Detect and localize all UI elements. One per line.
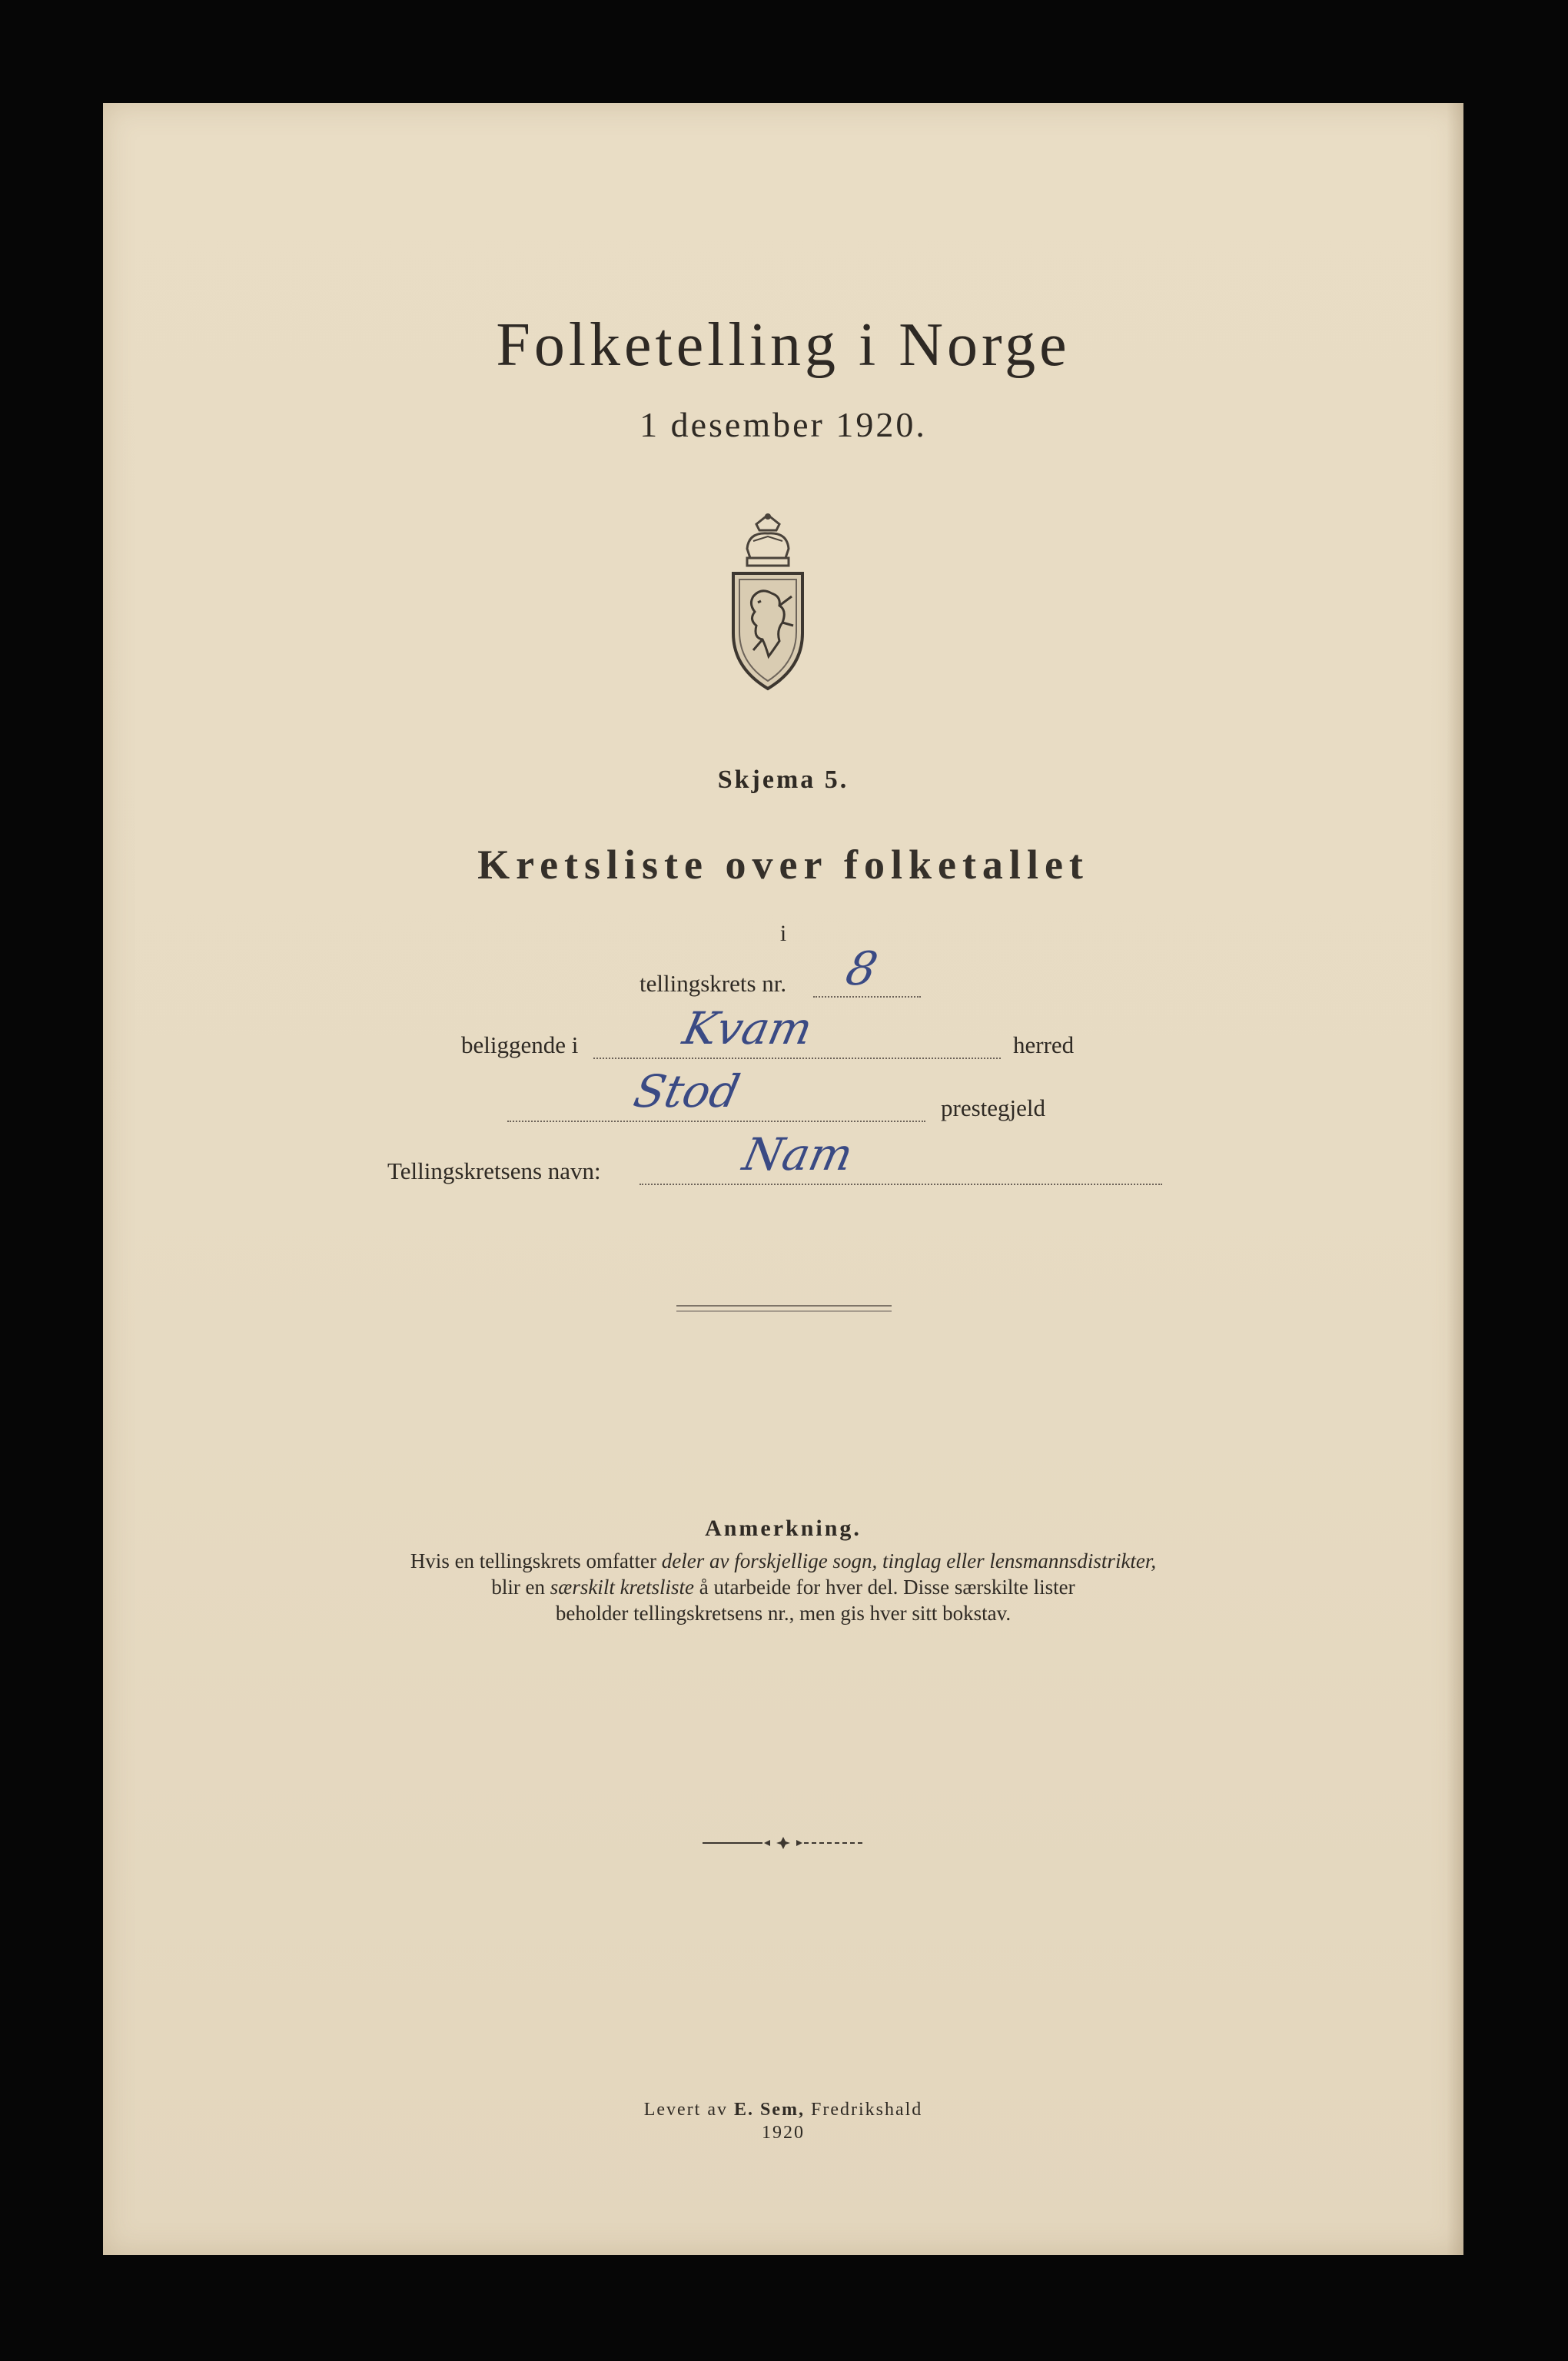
parish-line [507,1121,925,1122]
remark-line-2: blir en særskilt kretsliste å utarbeide for hver del. Disse særskilte lister [491,1576,1075,1599]
ornamental-divider-icon [703,1835,864,1851]
remark-title: Anmerkning. [705,1516,862,1541]
herred-label: herred [1013,1031,1075,1058]
schema-number: Skjema 5. [717,765,849,794]
section-divider-rule [676,1305,892,1312]
district-name-value: Nam [738,1128,858,1180]
printer-imprint [103,2098,1463,2144]
district-number-value: 8 [841,942,882,996]
district-number-label: tellingskrets nr. [639,970,787,997]
form-heading: Kretsliste over folketallet [477,842,1089,888]
census-form-sheet [103,103,1463,2255]
remark-text [103,1548,1463,1626]
census-date: 1 desember 1920. [639,405,927,444]
located-in-value: Kvam [678,1002,817,1054]
district-number-line [813,996,921,998]
printer-line: Levert av E. Sem, Fredrikshald [643,2100,923,2120]
parish-label: prestegjeld [941,1094,1046,1121]
located-in-line [593,1058,1001,1059]
parish-value: Stod [629,1065,745,1117]
remark-line-3: beholder tellingskretsens nr., men gis hver sitt bokstav. [555,1602,1012,1625]
printer-year: 1920 [762,2123,805,2143]
preposition-i: i [779,921,787,946]
document-title: Folketelling i Norge [496,311,1071,379]
district-name-line [639,1184,1162,1185]
norwegian-coat-of-arms-icon [726,510,810,695]
located-in-label: beliggende i [461,1031,579,1058]
remark-line-1: Hvis en tellingskrets omfatter deler av forskjellige sogn, tinglag eller lensmannsdistrikter, [410,1549,1157,1572]
district-name-label: Tellingskretsens navn: [387,1157,601,1184]
